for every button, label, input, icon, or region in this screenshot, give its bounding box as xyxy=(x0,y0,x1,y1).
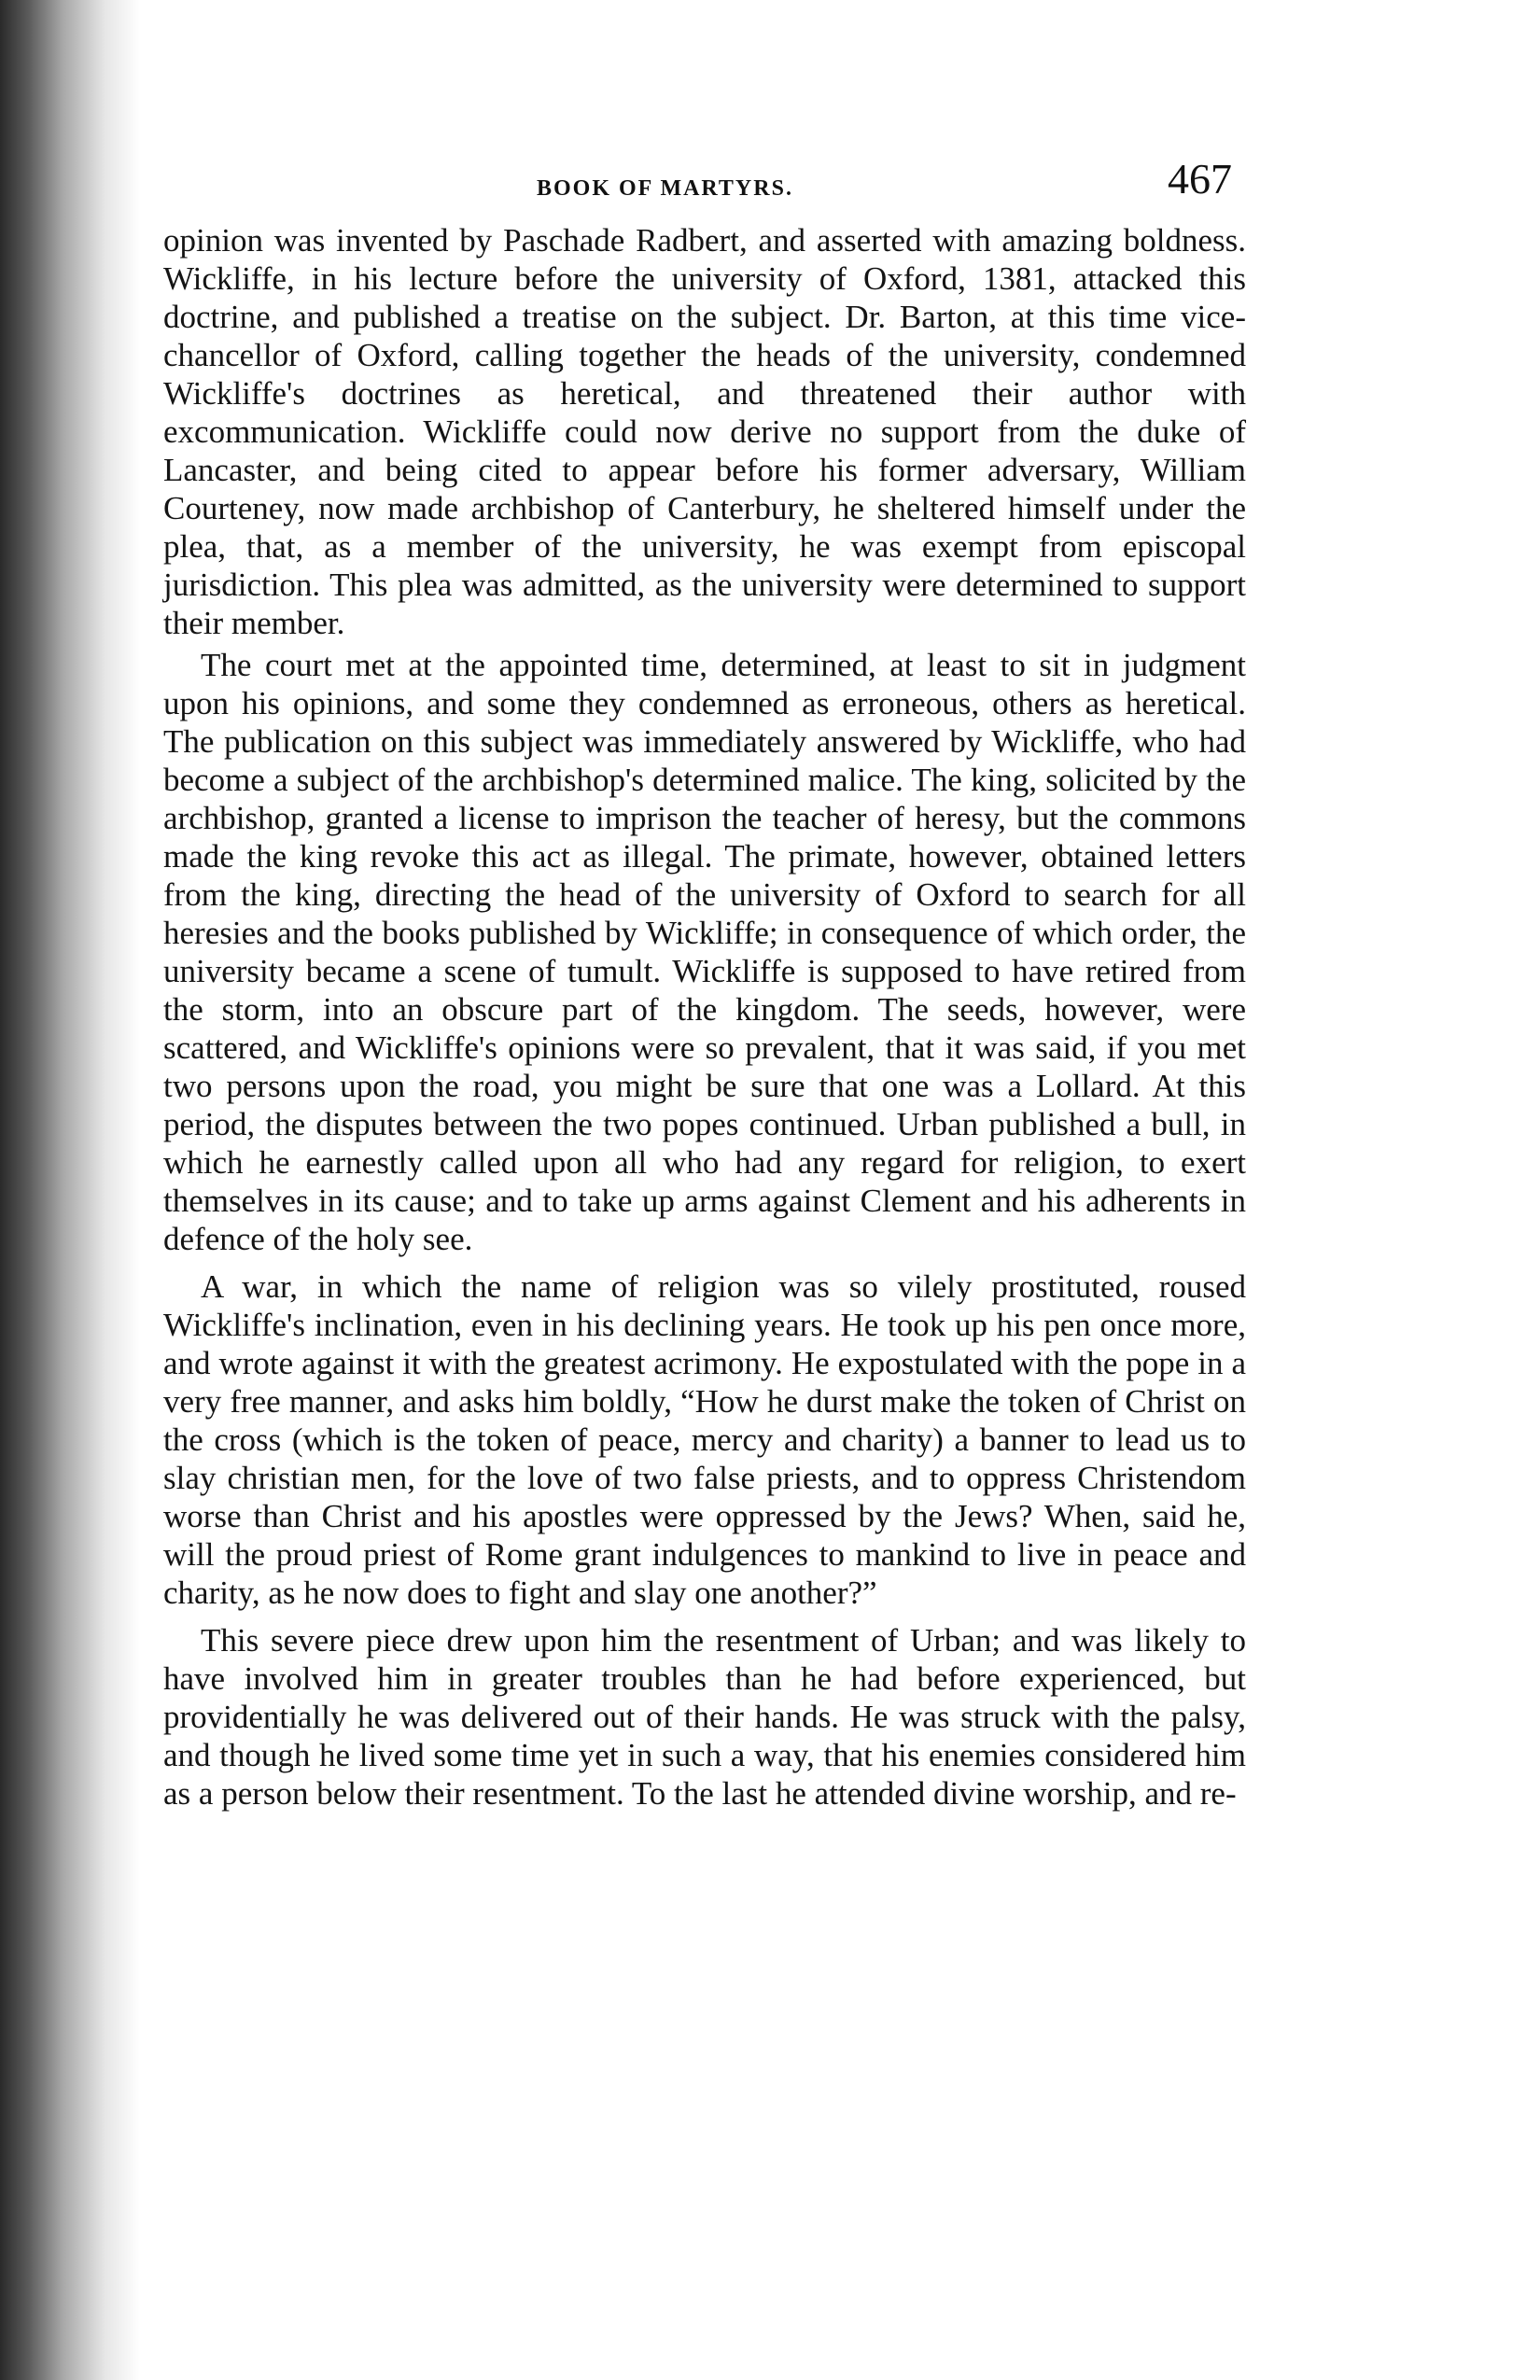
paragraph-1: opinion was invented by Paschade Radbert, and asserted with amazing boldness. Wickliffe, in his lecture before the university of Oxford, 1381, attacked this doctrine, and published a treatise on the subject. Dr. Barton, at this time vice-chancellor of Oxford, calling together the heads of the university, condemned Wickliffe's doctrines as heretical, and threatened their author with excommunication. Wickliffe could now derive no support from the duke of Lancaster, and being cited to appear before his former adversary, William Courteney, now made archbishop of Canterbury, he sheltered himself under the plea, that, as a member of the university, he was exempt from episcopal jurisdiction. This plea was admitted, as the university were determined to support their member. xyxy=(163,222,1246,641)
paragraph-3: A war, in which the name of religion was so vilely prostituted, roused Wickliffe's inclination, even in his declining years. He took up his pen once more, and wrote against it with the greatest acrimony. He expostulated with the pope in a very free manner, and asks him boldly, “How he durst make the token of Christ on the cross (which is the token of peace, mercy and charity) a banner to lead us to slay christian men, for the love of two false priests, and to oppress Christendom worse than Christ and his apostles were oppressed by the Jews? When, said he, will the proud priest of Rome grant indulgences to mankind to live in peace and charity, as he now does to fight and slay one another?” xyxy=(163,1268,1246,1611)
body-text xyxy=(163,221,1246,1813)
page-header xyxy=(163,154,1246,219)
page-binding-shadow xyxy=(0,0,140,2380)
running-title: BOOK OF MARTYRS. xyxy=(537,176,793,201)
paragraph-4: This severe piece drew upon him the resentment of Urban; and was likely to have involved him in greater troubles than he had before experienced, but providentially he was delivered out of their hands. He was struck with the palsy, and though he lived some time yet in such a way, that his enemies considered him as a person below their resentment. To the last he attended divine worship, and re- xyxy=(163,1622,1246,1812)
page-number: 467 xyxy=(1168,155,1232,203)
paragraph-2: The court met at the appointed time, determined, at least to sit in judgment upon his opinions, and some they condemned as erroneous, others as heretical. The publication on this subject was immediately answered by Wickliffe, who had become a subject of the archbishop's determined malice. The king, solicited by the archbishop, granted a license to imprison the teacher of heresy, but the commons made the king revoke this act as illegal. The primate, however, obtained letters from the king, directing the head of the university of Oxford to search for all heresies and the books published by Wickliffe; in consequence of which order, the university became a scene of tumult. Wickliffe is supposed to have retired from the storm, into an obscure part of the kingdom. The seeds, however, were scattered, and Wickliffe's opinions were so prevalent, that it was said, if you met two persons upon the road, you might be sure that one was a Lollard. At this period, the disputes between the two popes continued. Urban published a bull, in which he earnestly called upon all who had any regard for religion, to exert themselves in its cause; and to take up arms against Clement and his adherents in defence of the holy see. xyxy=(163,647,1246,1257)
